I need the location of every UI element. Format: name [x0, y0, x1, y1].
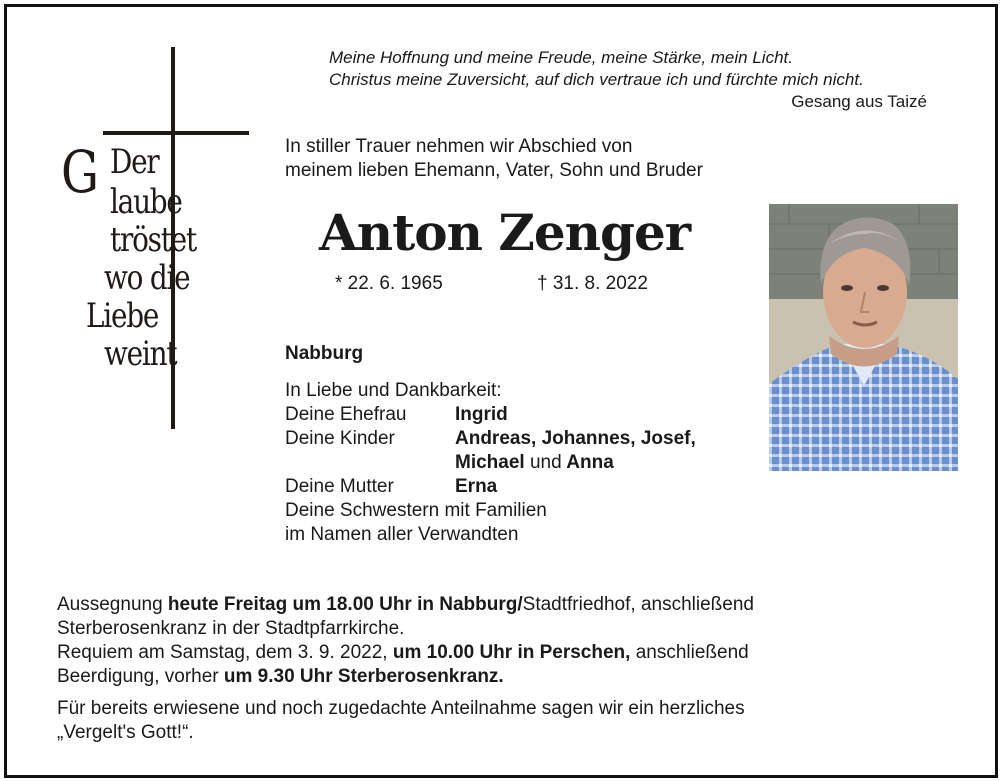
- intro-line-1: In stiller Trauer nehmen wir Abschied von: [285, 136, 633, 157]
- burial-info: Beerdigung, vorher um 9.30 Uhr Sterberosenkranz.: [57, 666, 504, 687]
- mourning-intro: [285, 135, 703, 183]
- birth-date: * 22. 6. 1965: [335, 273, 443, 294]
- mourner-siblings: Deine Schwestern mit Familien: [285, 500, 547, 521]
- obituary-card: [4, 4, 998, 778]
- scripture-motto: [329, 47, 969, 113]
- faith-text-word-5: Liebe: [86, 296, 159, 336]
- mourner-label: Deine Mutter: [285, 476, 394, 497]
- thanks-line-1: Für bereits erwiesene und noch zugedachte Anteilnahme sagen wir ein herzliches: [57, 698, 745, 719]
- thanks-note: [57, 697, 957, 745]
- mourner-name: Ingrid: [455, 404, 508, 425]
- faith-text-word-1: Der: [110, 142, 159, 182]
- service-details: [57, 593, 957, 689]
- mourner-label: Deine Ehefrau: [285, 404, 407, 425]
- faith-text-word-3: tröstet: [110, 220, 196, 260]
- thanks-line-2: „Vergelt's Gott!“.: [57, 722, 194, 743]
- intro-line-2: meinem lieben Ehemann, Vater, Sohn und Bruder: [285, 160, 703, 181]
- blessing-info-cont: Sterberosenkranz in der Stadtpfarrkirche.: [57, 618, 405, 639]
- mourner-wife: [285, 403, 765, 427]
- deceased-name: Anton Zenger: [319, 203, 691, 262]
- mourner-name: Andreas, Johannes, Josef,: [455, 428, 696, 449]
- death-date: † 31. 8. 2022: [537, 273, 648, 294]
- portrait-photo: [769, 204, 958, 471]
- mourner-name: Anna: [566, 452, 614, 473]
- faith-text-word-6: weint: [104, 334, 177, 374]
- motto-line-1: Meine Hoffnung und meine Freude, meine Stärke, mein Licht.: [329, 48, 793, 67]
- motto-line-2: Christus meine Zuversicht, auf dich vertraue ich und fürchte mich nicht.: [329, 70, 864, 89]
- faith-text-word-2: laube: [110, 182, 182, 222]
- mourner-name: Erna: [455, 476, 498, 497]
- requiem-info: Requiem am Samstag, dem 3. 9. 2022, um 10.00 Uhr in Perschen, anschließend: [57, 642, 749, 663]
- mourner-name: Michael: [455, 452, 525, 473]
- faith-text-initial: G: [61, 138, 98, 206]
- mourner-children: [285, 427, 765, 451]
- hometown: Nabburg: [285, 343, 364, 364]
- blessing-info: Aussegnung heute Freitag um 18.00 Uhr in Nabburg/Stadtfriedhof, anschließend: [57, 594, 754, 615]
- mourner-mother: [285, 475, 765, 499]
- mourner-children-cont: Michael und Anna: [455, 452, 614, 473]
- mourner-relatives: im Namen aller Verwandten: [285, 524, 519, 545]
- faith-text-word-4: wo die: [104, 258, 190, 298]
- mourner-label: Deine Kinder: [285, 428, 395, 449]
- mourners-list: [285, 379, 765, 547]
- cross-icon-horizontal: [103, 131, 249, 135]
- motto-attribution: Gesang aus Taizé: [791, 92, 927, 111]
- mourners-opening: In Liebe und Dankbarkeit:: [285, 380, 502, 401]
